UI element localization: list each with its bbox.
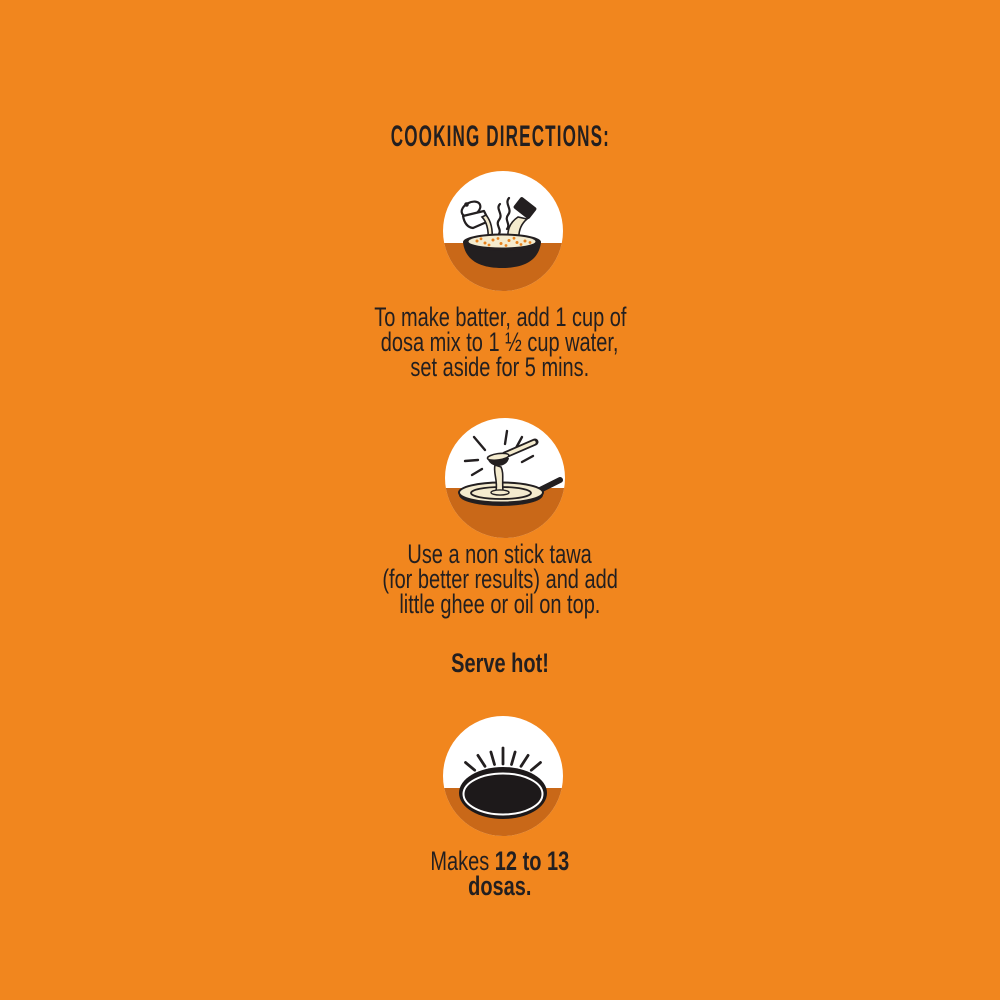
yield-line-2: dosas. (468, 871, 532, 901)
yield-count: 12 to 13 (494, 846, 570, 876)
page-title-text: COOKING DIRECTIONS: (390, 120, 610, 153)
step-1-icon-badge (443, 171, 563, 291)
dosa-pan-icon (443, 716, 563, 836)
tawa-ladle-icon (445, 418, 565, 538)
step-2-icon-badge (445, 418, 565, 538)
step-1-instructions (0, 302, 1000, 382)
step-2-line-2: (for better results) and add (382, 564, 618, 594)
step-1-line-1: To make batter, add 1 cup of (373, 302, 627, 332)
batter-stream (495, 465, 503, 491)
serve-note-text: Serve hot! (451, 648, 549, 678)
step-2-line-1: Use a non stick tawa (407, 539, 593, 569)
step-1-line-2: dosa mix to 1 ½ cup water, (381, 327, 619, 357)
yield-icon-badge (443, 716, 563, 836)
page-title (0, 122, 1000, 152)
serve-note (0, 648, 1000, 678)
yield-note (0, 846, 1000, 901)
batter-pool (491, 490, 509, 495)
batter-bowl-icon (443, 171, 563, 291)
dosa-pan (459, 767, 547, 819)
step-2-line-3: little ghee or oil on top. (399, 589, 601, 619)
step-1-line-3: set aside for 5 mins. (410, 352, 590, 382)
yield-regular: Makes (430, 846, 490, 876)
step-2-instructions (0, 539, 1000, 619)
